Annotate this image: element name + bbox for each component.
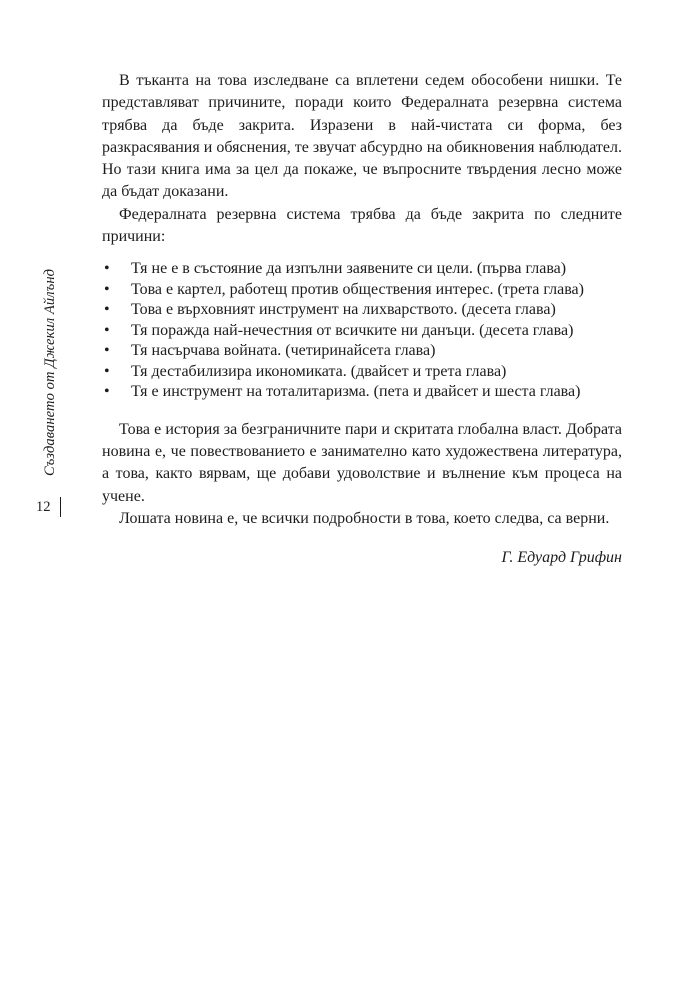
intro-paragraph: В тъканта на това изследване са вплетени седем обособени нишки. Те представляват причините, поради които Федералната резервна система трябва да бъде закрита. Изразени в най-чистата си форма, без разкрасявания и обяснения, те звучат абсурдно на обикновения наблюдател. Но тази книга има за цел да покаже, че въпросните твърдения лесно може да бъдат доказани.	[102, 72, 622, 201]
reason-item	[102, 321, 622, 342]
bullet-icon: •	[104, 342, 110, 360]
reason-item	[102, 280, 622, 301]
reason-item	[102, 382, 622, 403]
reason-text: Тя насърчава войната. (четиринайсета глава)	[131, 342, 436, 360]
reason-text: Тя поражда най-нечестния от всичките ни данъци. (десета глава)	[131, 321, 574, 339]
outro-paragraph: Това е история за безграничните пари и скритата глобална власт. Добрата новина е, че повествованието е занимателно като художествена литература, а това, както вярвам, ще добави удоволствие и вълнение към процеса на учене.	[102, 420, 622, 505]
reason-item	[102, 300, 622, 321]
reason-text: Тя не е в състояние да изпълни заявените си цели. (първа глава)	[131, 260, 567, 278]
bullet-icon: •	[104, 362, 110, 380]
reasons-list	[102, 259, 622, 403]
page-number-rule	[60, 497, 61, 517]
reason-item	[102, 341, 622, 362]
page-number-block	[36, 496, 61, 518]
reason-item	[102, 362, 622, 383]
reasons-lead-in: Федералната резервна система трябва да бъде закрита по следните причини:	[102, 205, 622, 246]
reason-text: Това е картел, работещ против обществения интерес. (трета глава)	[131, 280, 584, 298]
page-number: 12	[36, 498, 51, 515]
reason-text: Тя е инструмент на тоталитаризма. (пета и двайсет и шеста глава)	[131, 383, 581, 401]
running-head-text: Създаването от Джекил Айлънд	[42, 268, 58, 476]
bullet-icon: •	[104, 383, 110, 401]
author-signature: Г. Едуард Грифин	[501, 549, 622, 567]
closing-paragraph: Лошата новина е, че всички подробности в това, което следва, са верни.	[119, 510, 610, 528]
reason-text: Това е върховният инструмент на лихварството. (десета глава)	[131, 301, 556, 319]
bullet-icon: •	[104, 280, 110, 298]
main-text	[102, 70, 622, 586]
bullet-icon: •	[104, 321, 110, 339]
reason-text: Тя дестабилизира икономиката. (двайсет и трета глава)	[131, 362, 507, 380]
bullet-icon: •	[104, 260, 110, 278]
bullet-icon: •	[104, 301, 110, 319]
reason-item	[102, 259, 622, 280]
